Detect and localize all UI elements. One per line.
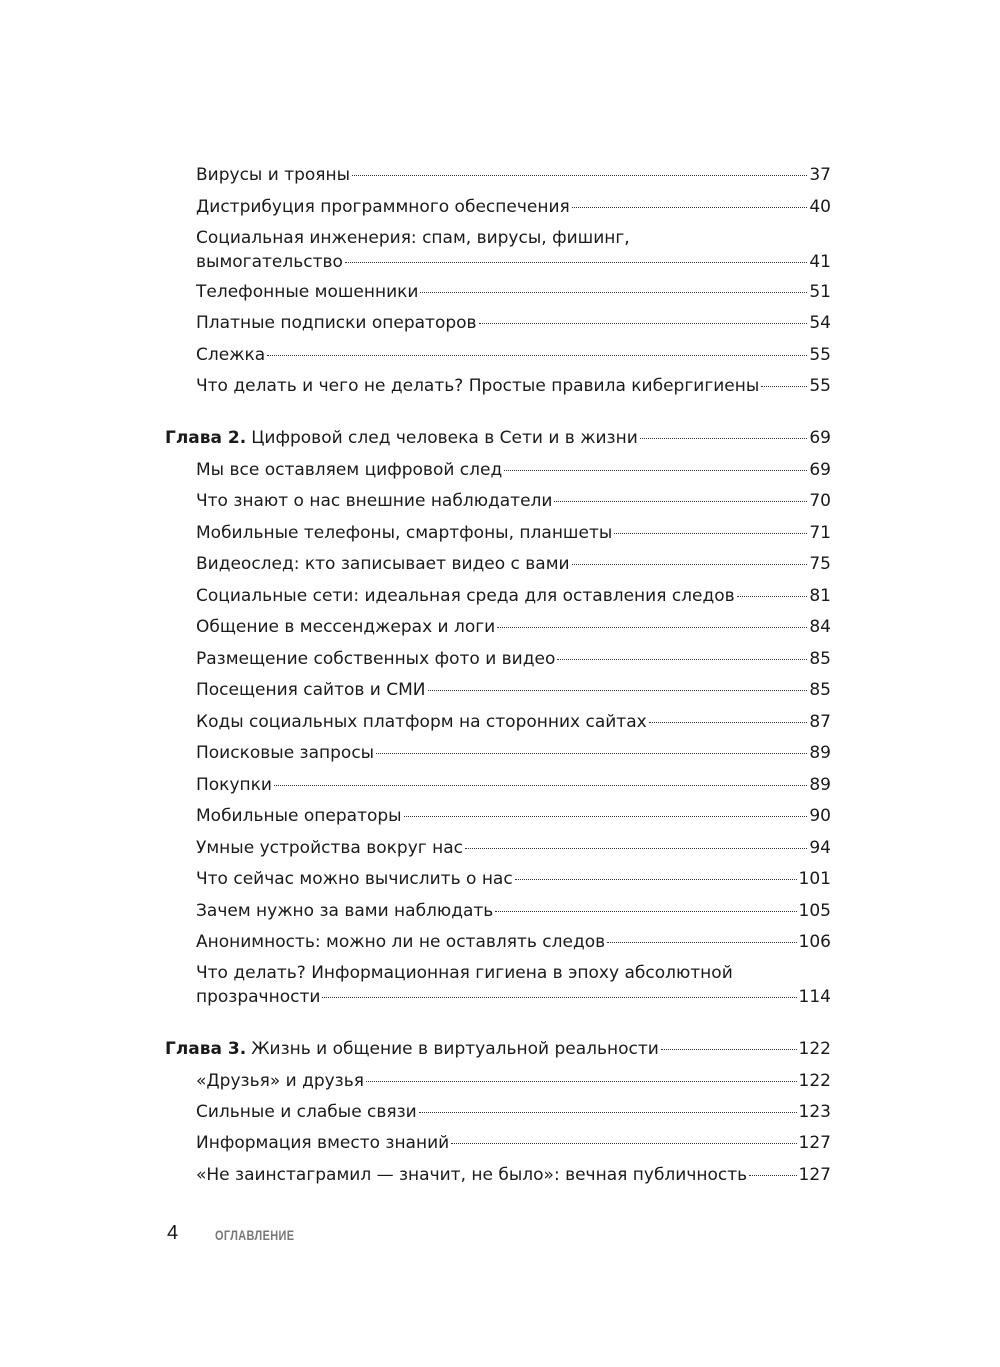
- toc-entry: [196, 899, 831, 923]
- dot-leader: [428, 690, 808, 691]
- dot-leader: [614, 533, 807, 534]
- entry-title: Размещение собственных фото и видео: [196, 649, 556, 669]
- toc-entry: [196, 615, 831, 639]
- toc-entry: [196, 804, 831, 828]
- toc-chapter-entry: [165, 426, 831, 450]
- dot-leader: [554, 501, 807, 502]
- entry-page-number: 127: [798, 1133, 831, 1153]
- toc-entry: [196, 374, 831, 398]
- entry-title: Сильные и слабые связи: [196, 1102, 417, 1122]
- entry-page-number: 85: [809, 680, 831, 700]
- dot-leader: [557, 659, 807, 660]
- dot-leader: [737, 596, 808, 597]
- entry-page-number: 127: [798, 1165, 831, 1185]
- chapter-label: Глава 2.: [165, 428, 247, 448]
- dot-leader: [274, 785, 807, 786]
- entry-title: Информация вместо знаний: [196, 1133, 450, 1153]
- entry-title: Телефонные мошенники: [196, 282, 419, 302]
- entry-page-number: 40: [809, 197, 831, 217]
- entry-page-number: 51: [809, 282, 831, 302]
- entry-page-number: 94: [809, 838, 831, 858]
- entry-title: Социальная инженерия: спам, вирусы, фишинг,: [196, 228, 630, 248]
- dot-leader: [267, 355, 807, 356]
- toc-chapter-entry: [165, 1037, 831, 1061]
- entry-page-number: 69: [809, 428, 831, 448]
- entry-title: Что сейчас можно вычислить о нас: [196, 869, 513, 889]
- toc-entry: [196, 961, 831, 1009]
- toc-entry: [196, 521, 831, 545]
- toc-entry: [196, 647, 831, 671]
- dot-leader: [661, 1049, 797, 1050]
- toc-entry: [196, 343, 831, 367]
- dot-leader: [451, 1143, 796, 1144]
- dot-leader: [572, 207, 808, 208]
- toc-entry: [196, 930, 831, 954]
- dot-leader: [749, 1175, 796, 1176]
- entry-title: Посещения сайтов и СМИ: [196, 680, 426, 700]
- dot-leader: [640, 438, 808, 439]
- toc-entry: [196, 678, 831, 702]
- entry-title: Зачем нужно за вами наблюдать: [196, 901, 494, 921]
- entry-page-number: 123: [798, 1102, 831, 1122]
- toc-entry: [196, 280, 831, 304]
- entry-title: «Не заинстаграмил — значит, не было»: вечная публичность: [196, 1165, 748, 1185]
- entry-title-continued: прозрачности: [196, 987, 321, 1007]
- entry-page-number: 41: [809, 252, 831, 272]
- dot-leader: [376, 753, 807, 754]
- entry-page-number: 89: [809, 743, 831, 763]
- dot-leader: [420, 292, 807, 293]
- dot-leader: [497, 627, 807, 628]
- entry-title: Что знают о нас внешние наблюдатели: [196, 491, 553, 511]
- entry-title-continued: вымогательство: [196, 252, 343, 272]
- dot-leader: [322, 997, 796, 998]
- dot-leader: [649, 722, 808, 723]
- entry-title: Общение в мессенджерах и логи: [196, 617, 496, 637]
- entry-page-number: 90: [809, 806, 831, 826]
- entry-page-number: 114: [798, 987, 831, 1007]
- toc-entry: [196, 195, 831, 219]
- entry-page-number: 75: [809, 554, 831, 574]
- entry-page-number: 84: [809, 617, 831, 637]
- running-footer-title: ОГЛАВЛЕНИЕ: [215, 1227, 295, 1243]
- entry-title: Дистрибуция программного обеспечения: [196, 197, 570, 217]
- entry-title: Анонимность: можно ли не оставлять следов: [196, 932, 606, 952]
- entry-page-number: 122: [798, 1071, 831, 1091]
- entry-title: Мобильные операторы: [196, 806, 402, 826]
- entry-title: Видеослед: кто записывает видео с вами: [196, 554, 570, 574]
- entry-title: Покупки: [196, 775, 272, 795]
- dot-leader: [515, 879, 797, 880]
- entry-page-number: 70: [809, 491, 831, 511]
- dot-leader: [465, 848, 807, 849]
- entry-title: Что делать и чего не делать? Простые правила кибергигиены: [196, 376, 760, 396]
- entry-title: Поисковые запросы: [196, 743, 375, 763]
- toc-entry: [196, 584, 831, 608]
- toc-entry: [196, 867, 831, 891]
- dot-leader: [345, 262, 807, 263]
- dot-leader: [495, 911, 796, 912]
- toc-entry: [196, 1131, 831, 1155]
- dot-leader: [404, 816, 808, 817]
- entry-page-number: 105: [798, 901, 831, 921]
- toc-entry: [196, 163, 831, 187]
- toc-entry: [196, 773, 831, 797]
- entry-title: Мы все оставляем цифровой след: [196, 460, 503, 480]
- dot-leader: [352, 175, 807, 176]
- entry-title: Мобильные телефоны, смартфоны, планшеты: [196, 523, 613, 543]
- toc-entry: [196, 741, 831, 765]
- toc-entry: [196, 1069, 831, 1093]
- entry-page-number: 55: [809, 376, 831, 396]
- entry-title: Что делать? Информационная гигиена в эпоху абсолютной: [196, 963, 733, 983]
- toc-entry: [196, 710, 831, 734]
- dot-leader: [479, 323, 808, 324]
- entry-page-number: 106: [798, 932, 831, 952]
- entry-title: Умные устройства вокруг нас: [196, 838, 463, 858]
- entry-title: Цифровой след человека в Сети и в жизни: [251, 428, 638, 448]
- entry-page-number: 81: [809, 586, 831, 606]
- dot-leader: [419, 1112, 797, 1113]
- dot-leader: [366, 1081, 797, 1082]
- toc-entry: [196, 1100, 831, 1124]
- entry-page-number: 101: [798, 869, 831, 889]
- entry-page-number: 69: [809, 460, 831, 480]
- entry-title: Вирусы и трояны: [196, 165, 351, 185]
- entry-page-number: 122: [798, 1039, 831, 1059]
- entry-page-number: 89: [809, 775, 831, 795]
- entry-page-number: 54: [809, 313, 831, 333]
- toc-entry: [196, 311, 831, 335]
- entry-page-number: 37: [809, 165, 831, 185]
- entry-title: «Друзья» и друзья: [196, 1071, 364, 1091]
- entry-title: Коды социальных платформ на сторонних сайтах: [196, 712, 647, 732]
- toc-entry: [196, 458, 831, 482]
- entry-page-number: 87: [809, 712, 831, 732]
- entry-title: Платные подписки операторов: [196, 313, 477, 333]
- entry-title: Слежка: [196, 345, 266, 365]
- chapter-label: Глава 3.: [165, 1039, 247, 1059]
- dot-leader: [504, 470, 807, 471]
- entry-page-number: 71: [809, 523, 831, 543]
- entry-title: Жизнь и общение в виртуальной реальности: [251, 1039, 659, 1059]
- toc-entry: [196, 489, 831, 513]
- dot-leader: [761, 386, 807, 387]
- entry-page-number: 85: [809, 649, 831, 669]
- dot-leader: [572, 564, 808, 565]
- page-number: 4: [167, 1222, 179, 1244]
- toc-entry: [196, 836, 831, 860]
- dot-leader: [607, 942, 796, 943]
- entry-title: Социальные сети: идеальная среда для оставления следов: [196, 586, 735, 606]
- toc-entry: [196, 226, 831, 274]
- entry-page-number: 55: [809, 345, 831, 365]
- toc-entry: [196, 1163, 831, 1187]
- toc-entry: [196, 552, 831, 576]
